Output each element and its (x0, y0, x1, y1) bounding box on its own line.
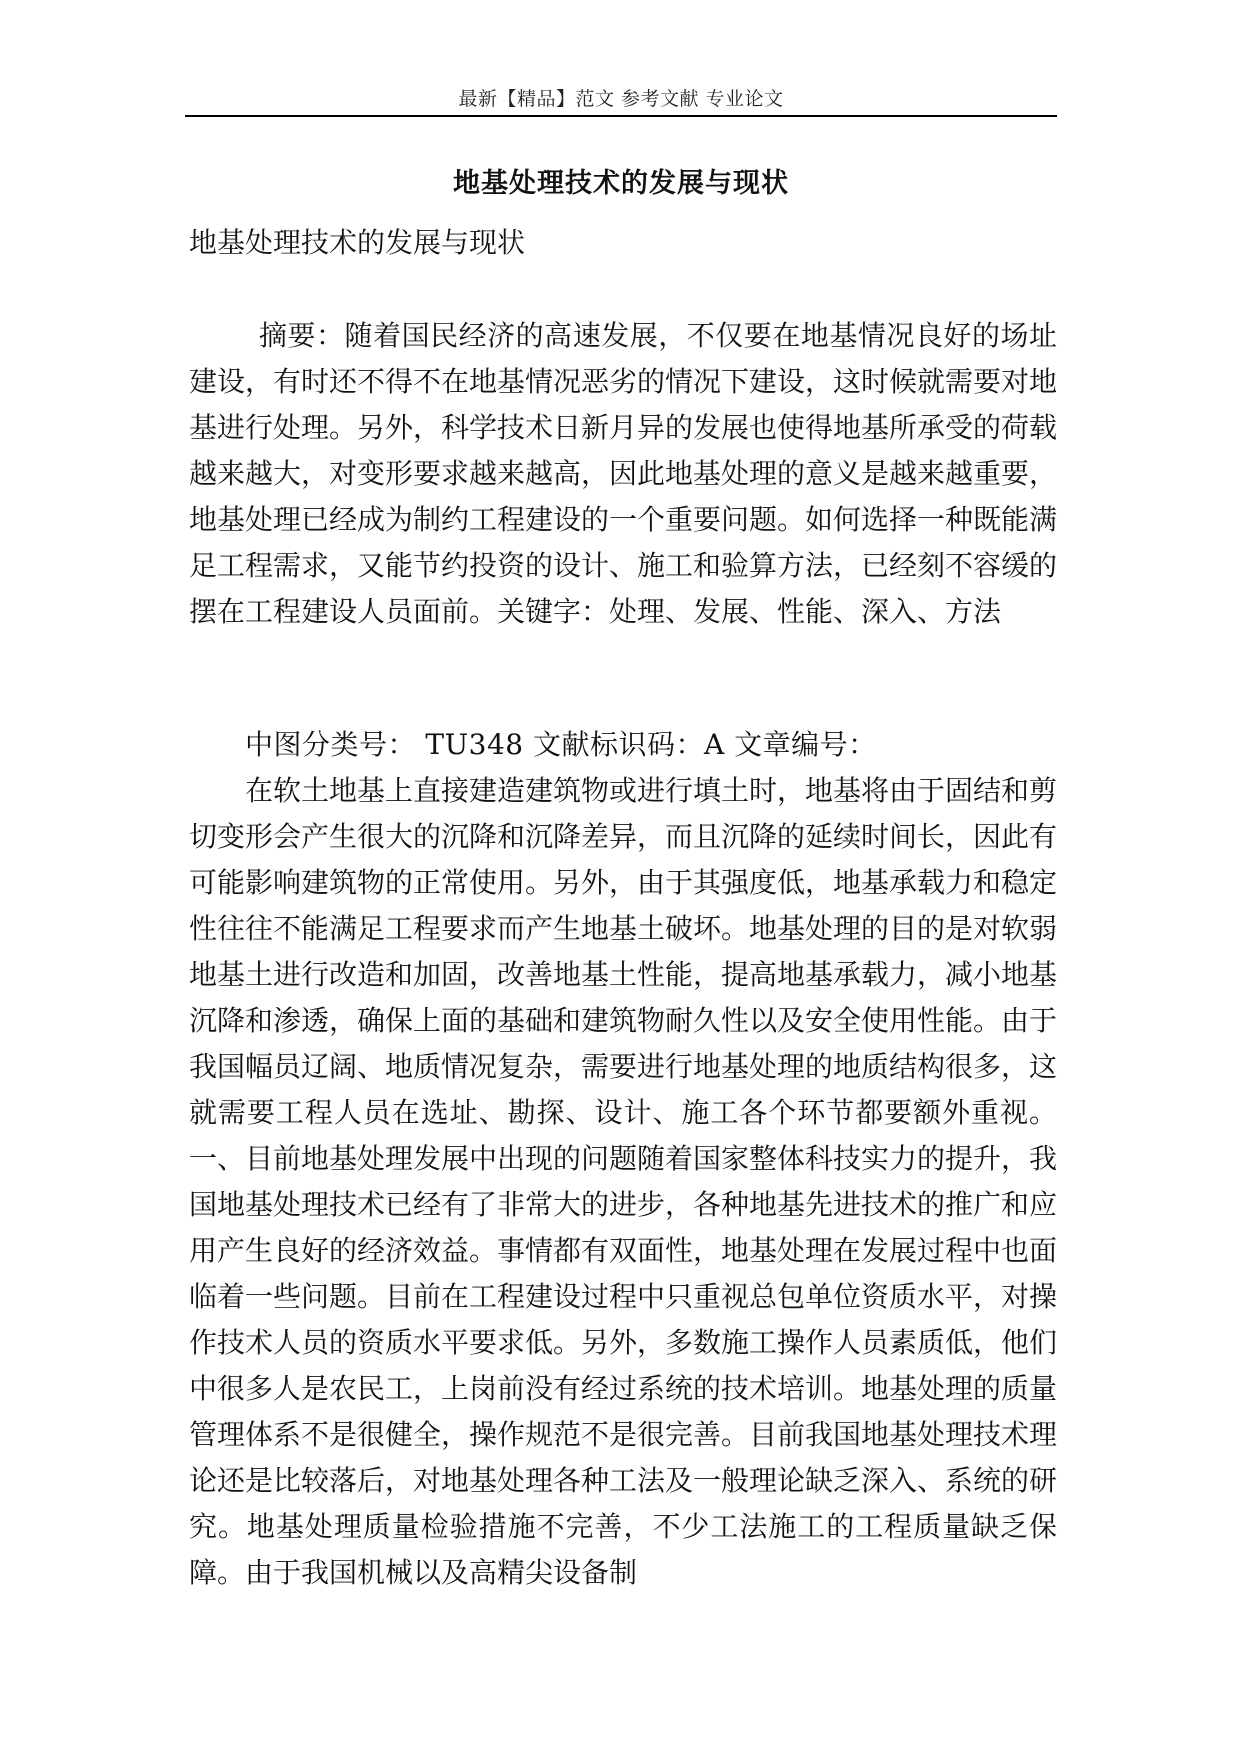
body-paragraph: 在软土地基上直接建造建筑物或进行填土时，地基将由于固结和剪切变形会产生很大的沉降和沉降差异，而且沉降的延续时间长，因此有可能影响建筑物的正常使用。另外，由于其强度低，地基承载力和稳定性往往不能满足工程要求而产生地基土破坏。地基处理的目的是对软弱地基土进行改造和加固，改善地基土性能，提高地基承载力，减小地基沉降和渗透，确保上面的基础和建筑物耐久性以及安全使用性能。由于我国幅员辽阔、地质情况复杂，需要进行地基处理的地质结构很多，这就需要工程人员在选址、勘探、设计、施工各个环节都要额外重视。一、目前地基处理发展中出现的问题随着国家整体科技实力的提升，我国地基处理技术已经有了非常大的进步，各种地基先进技术的推广和应用产生良好的经济效益。事情都有双面性，地基处理在发展过程中也面临着一些问题。目前在工程建设过程中只重视总包单位资质水平，对操作技术人员的资质水平要求低。另外，多数施工操作人员素质低，他们中很多人是农民工，上岗前没有经过系统的技术培训。地基处理的质量管理体系不是很健全，操作规范不是很完善。目前我国地基处理技术理论还是比较落后，对地基处理各种工法及一般理论缺乏深入、系统的研究。地基处理质量检验措施不完善，不少工法施工的工程质量缺乏保障。由于我国机械以及高精尖设备制 (189, 774, 1058, 1589)
classification-line: 中图分类号： TU348 文献标识码：A 文章编号： (245, 728, 877, 761)
header-divider (185, 115, 1057, 117)
abstract-paragraph: 摘要：随着国民经济的高速发展，不仅要在地基情况良好的场址建设，有时还不得不在地基情况恶劣的情况下建设，这时候就需要对地基进行处理。另外，科学技术日新月异的发展也使得地基所承受的荷载越来越大，对变形要求越来越高，因此地基处理的意义是越来越重要，地基处理已经成为制约工程建设的一个重要问题。如何选择一种既能满足工程需求，又能节约投资的设计、施工和验算方法，已经刻不容缓的摆在工程建设人员面前。关键字：处理、发展、性能、深入、方法 (189, 319, 1058, 628)
running-header: 最新【精品】范文 参考文献 专业论文 (458, 88, 784, 110)
document-subtitle: 地基处理技术的发展与现状 (189, 226, 526, 259)
document-title: 地基处理技术的发展与现状 (453, 168, 789, 199)
